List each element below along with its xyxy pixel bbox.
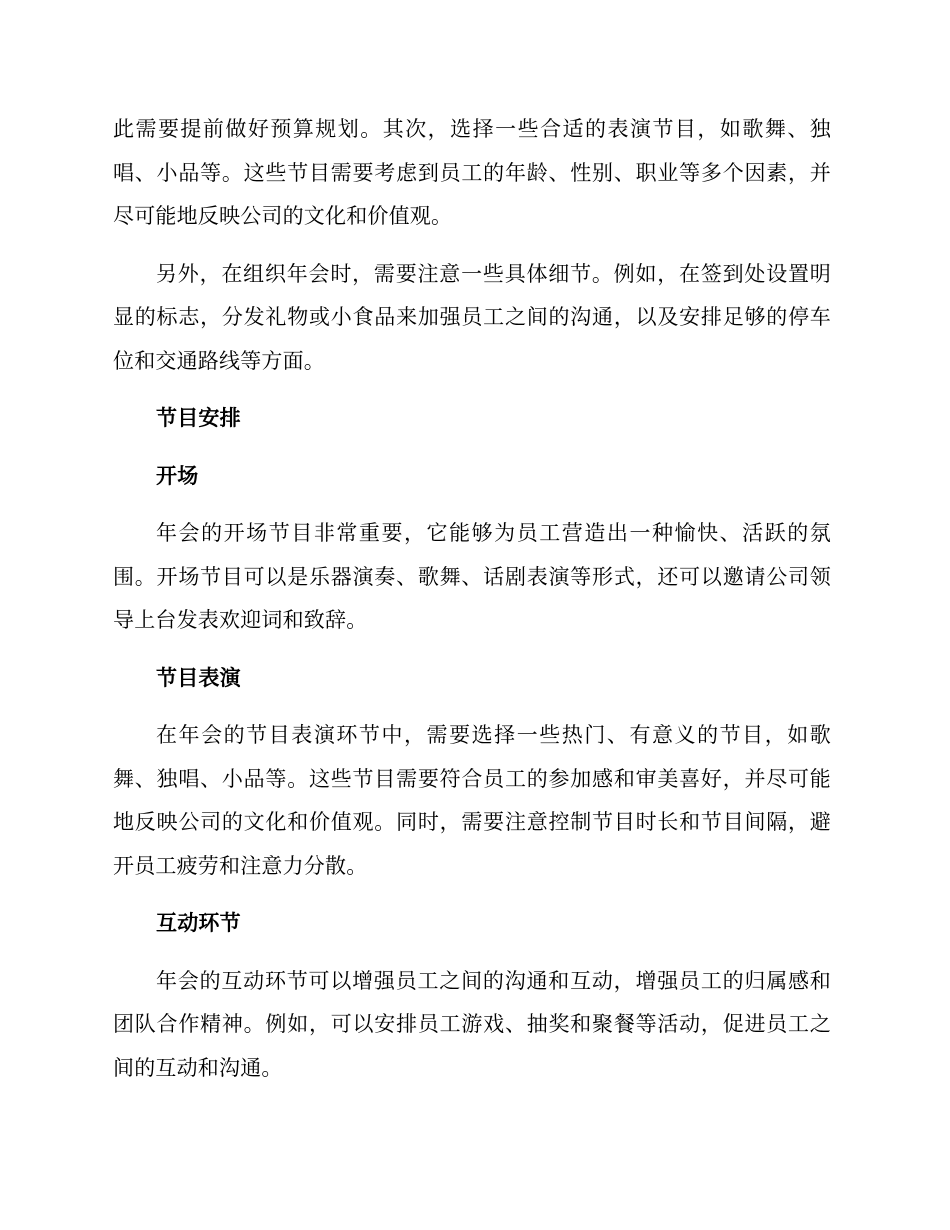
paragraph-interaction: 年会的互动环节可以增强员工之间的沟通和互动，增强员工的归属感和团队合作精神。例如，可以安排员工游戏、抽奖和聚餐等活动，促进员工之间的互动和沟通。 [113, 968, 831, 1080]
paragraph-performance: 在年会的节目表演环节中，需要选择一些热门、有意义的节目，如歌舞、独唱、小品等。这些节目需要符合员工的参加感和审美喜好，并尽可能地反映公司的文化和价值观。同时，需要注意控制节目时长和节目间隔，避开员工疲劳和注意力分散。 [113, 723, 831, 878]
heading-performance: 节目表演 [156, 665, 241, 690]
heading-opening: 开场 [156, 463, 199, 488]
paragraph-budget-continuation: 此需要提前做好预算规划。其次，选择一些合适的表演节目，如歌舞、独唱、小品等。这些节目需要考虑到员工的年龄、性别、职业等多个因素，并尽可能地反映公司的文化和价值观。 [113, 117, 831, 228]
document-page [113, 108, 831, 1090]
section-title-program: 节目安排 [156, 406, 241, 430]
paragraph-opening: 年会的开场节目非常重要，它能够为员工营造出一种愉快、活跃的氛围。开场节目可以是乐器演奏、歌舞、话剧表演等形式，还可以邀请公司领导上台发表欢迎词和致辞。 [113, 521, 831, 632]
heading-interaction: 互动环节 [156, 911, 241, 935]
paragraph-details: 另外，在组织年会时，需要注意一些具体细节。例如，在签到处设置明显的标志，分发礼物或小食品来加强员工之间的沟通，以及安排足够的停车位和交通路线等方面。 [113, 261, 831, 373]
